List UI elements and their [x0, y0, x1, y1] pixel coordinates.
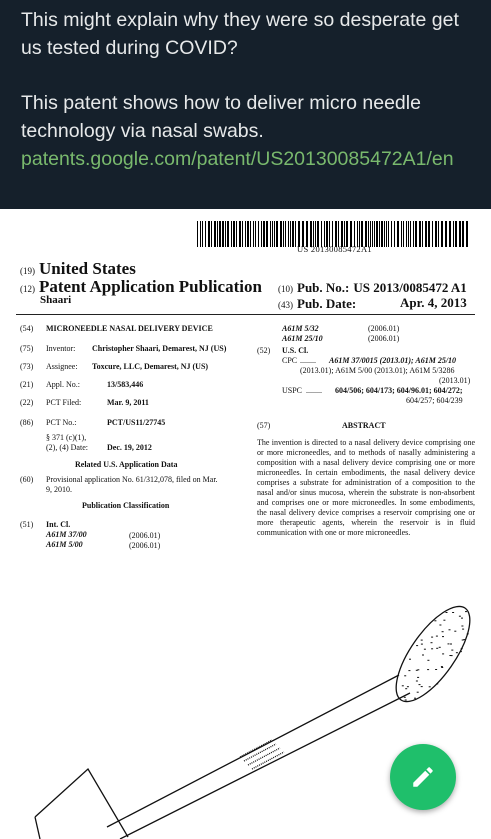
f86-label: PCT No.: [46, 418, 77, 427]
tweet-text [21, 6, 481, 173]
uspc-line-1: 604/506; 604/173; 604/96.01; 604/272; [335, 386, 463, 395]
pubclass-heading: Publication Classification [82, 501, 170, 510]
right-class-2: A61M 25/10 [282, 334, 323, 343]
f86-sub1: § 371 (c)(1), [46, 433, 87, 442]
pencil-icon [410, 764, 436, 790]
f21-code: (21) [20, 380, 34, 389]
f60-line2: 9, 2010. [46, 485, 72, 494]
f75-label: Inventor: [46, 344, 76, 353]
applicant: Shaari [40, 294, 72, 306]
patent-image[interactable]: US 20130085472A1 (19) United States (12) Patent Application Publication Shaari (10) Pub. No.: US 2013/0085472 A1 (43) Pub. Date: Apr. 4, 2013 (54) MICRONEEDLE NASAL DELIVERY DEVICE (75) Inventor: Christopher Shaari, Demarest, NJ (US) (73) Assignee: Toxcure, LLC, Demarest, NJ (US) (21) Appl. No.: 13/583,446 (22) PCT Filed: Mar. 9, 2011 (86) PCT No.: PCT/US11/27745 § 371 (c)(1), (2), (4) Date: Dec. 19, 2012 Related U.S. Application Data (60) Provisional application No. 61/312,078, filed on Mar. 9, 2010. Publication Classification (51) Int. Cl. A61M 37/00 (2006.01) A61M 5/00 (2006.01) A61M 5/32 (2006.01) A61M 25/10 (2006.01) (52) U.S. Cl. CPC ........ A61M 37/0015 (2013.01); A61M 25/10 (2013.01); A61M 5/00 (2013.01); A61M 5/3286 (2013.01) USPC ........ 604/506; 604/173; 604/96.01; 604/272; 604/257; 604/239 (57) ABSTRACT The invention is directed to a nasal delivery device comprising one or more microneedles, and to methods of nasally administering a composition with a nasal delivery device comprising one or more microneedles. In certain embodiments, the nasal delivery device comprises a substrate for administration of a composition to the nasal and/or sinus mucosa, wherein the substrate is non-absorbent and comprises one or more microneedles. In some embodiments, the nasal delivery device comprises a reservoir comprising one or more therapeutic agents, wherein the reservoir is in fluid communication with one or more microneedles. [0, 209, 491, 839]
f73-label: Assignee: [46, 362, 78, 371]
pub-date-label: Pub. Date: [297, 296, 357, 311]
f51-class-1-date: (2006.01) [129, 531, 161, 540]
f51-class-2: A61M 5/00 [46, 540, 83, 549]
cpc-line-3: (2013.01) [439, 376, 471, 385]
pub-date-code: (43) [278, 300, 293, 310]
barcode-number: US 20130085472A1 [297, 244, 372, 254]
uspc-line-2: 604/257; 604/239 [406, 396, 463, 405]
f86-sub2: (2), (4) Date: [46, 443, 88, 452]
f21-label: Appl. No.: [46, 380, 80, 389]
f57-code: (57) [257, 421, 271, 430]
f51-code: (51) [20, 520, 34, 529]
cpc-label: CPC [282, 356, 298, 365]
right-class-2-date: (2006.01) [368, 334, 400, 343]
f52-label: U.S. Cl. [282, 346, 309, 355]
f22-code: (22) [20, 398, 34, 407]
abstract-text: The invention is directed to a nasal delivery device comprising one or more microneedles, and to methods of nasally administering a composition with a nasal delivery device comprising one or more microneedles. In certain embodiments, the nasal delivery device comprises a substrate for administration of a composition to the nasal and/or sinus mucosa, wherein the substrate is non-absorbent and comprises one or more microneedles. In some embodiments, the nasal delivery device comprises a reservoir comprising one or more therapeutic agents, wherein the reservoir is in fluid communication with one or more microneedles. [257, 438, 475, 537]
related-heading: Related U.S. Application Data [75, 460, 178, 469]
pub-date: Apr. 4, 2013 [400, 295, 467, 310]
f60-line1: Provisional application No. 61/312,078, filed on Mar. [46, 475, 218, 484]
uspc-label: USPC [282, 386, 303, 395]
f73-code: (73) [20, 362, 34, 371]
f51-class-1: A61M 37/00 [46, 530, 87, 539]
f60-code: (60) [20, 475, 34, 484]
f86-code: (86) [20, 418, 34, 427]
patent-link[interactable]: patents.google.com/patent/US20130085472A1/en [21, 148, 454, 170]
f51-class-2-date: (2006.01) [129, 541, 161, 550]
f86-value: PCT/US11/27745 [107, 418, 166, 427]
f21-value: 13/583,446 [107, 380, 144, 389]
right-class-1: A61M 5/32 [282, 324, 319, 333]
pub-no: US 2013/0085472 A1 [353, 280, 467, 295]
f86-sub-value: Dec. 19, 2012 [107, 443, 152, 452]
tweet-line-1: This might explain why they were so desperate get us tested during COVID? [21, 9, 459, 59]
f22-value: Mar. 9, 2011 [107, 398, 149, 407]
type-code: (12) [20, 284, 35, 294]
pub-no-code: (10) [278, 284, 293, 294]
f52-code: (52) [257, 346, 271, 355]
compose-button[interactable] [390, 744, 456, 810]
f22-label: PCT Filed: [46, 398, 82, 407]
right-class-1-date: (2006.01) [368, 324, 400, 333]
country-code: (19) [20, 266, 35, 276]
country: United States [39, 259, 136, 278]
f51-label: Int. Cl. [46, 520, 71, 529]
f75-code: (75) [20, 344, 34, 353]
abstract-heading: ABSTRACT [342, 421, 386, 430]
cpc-line-2: (2013.01); A61M 5/00 (2013.01); A61M 5/3286 [300, 366, 455, 375]
f54-code: (54) [20, 324, 34, 333]
cpc-line-1: A61M 37/0015 (2013.01); A61M 25/10 [329, 356, 457, 365]
pub-no-label: Pub. No.: [297, 280, 350, 295]
publication-type: Patent Application Publication [39, 277, 262, 296]
tweet-line-2: This patent shows how to deliver micro needle technology via nasal swabs. [21, 92, 421, 142]
f75-value: Christopher Shaari, Demarest, NJ (US) [92, 344, 227, 353]
f54-title: MICRONEEDLE NASAL DELIVERY DEVICE [46, 324, 213, 333]
f73-value: Toxcure, LLC, Demarest, NJ (US) [92, 362, 209, 371]
